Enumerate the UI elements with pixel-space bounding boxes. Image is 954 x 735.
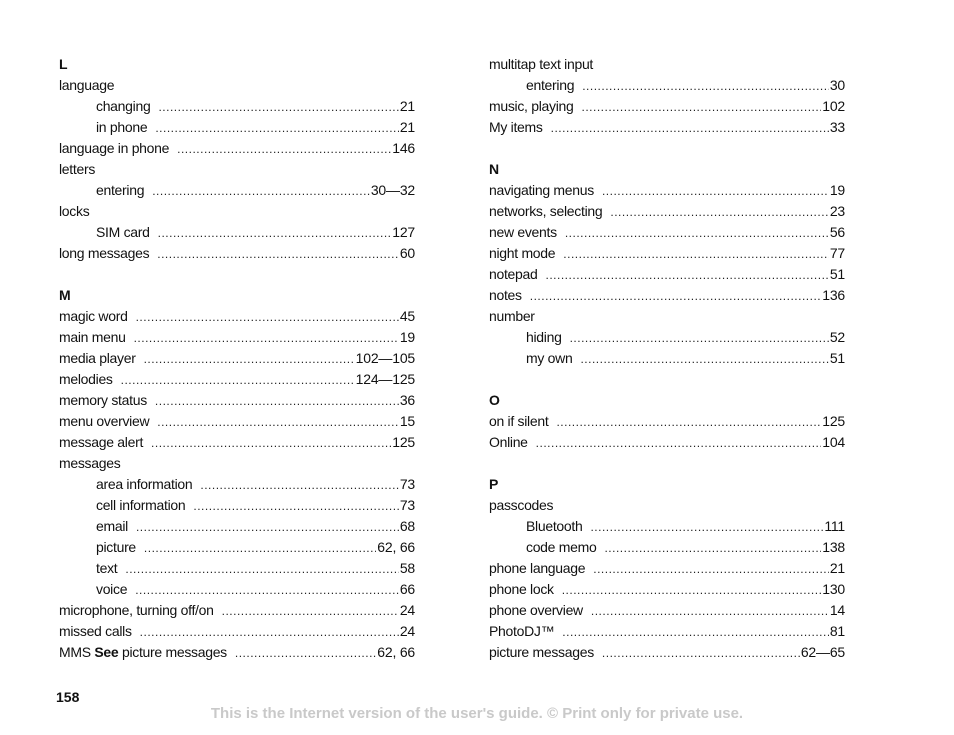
section-letter: O [489, 392, 500, 408]
index-subentry [59, 180, 415, 201]
dot-leader [536, 433, 822, 454]
page-reference: 68 [399, 518, 415, 534]
page-reference: 104 [822, 434, 845, 450]
page-reference: 14 [829, 602, 845, 618]
dot-leader [144, 538, 376, 559]
dot-leader [140, 622, 399, 643]
page-reference: 36 [399, 392, 415, 408]
index-subentry [489, 348, 845, 369]
index-term: passcodes [489, 497, 554, 513]
index-term: hiding [526, 329, 562, 345]
index-entry [489, 579, 845, 600]
index-entry [59, 306, 415, 327]
dot-leader [135, 580, 399, 601]
index-term: notepad [489, 266, 538, 282]
index-entry [59, 75, 415, 96]
index-entry [489, 243, 845, 264]
page-reference: 102—105 [355, 350, 415, 366]
index-entry [489, 201, 845, 222]
index-term: PhotoDJ™ [489, 623, 555, 639]
dot-leader [530, 286, 821, 307]
index-subentry [489, 327, 845, 348]
page-reference: 51 [829, 266, 845, 282]
index-entry [59, 327, 415, 348]
index-subentry [59, 579, 415, 600]
index-term: message alert [59, 434, 144, 450]
dot-leader [200, 475, 398, 496]
dot-leader [610, 202, 828, 223]
index-entry [489, 600, 845, 621]
index-entry [59, 243, 415, 264]
index-term: main menu [59, 329, 126, 345]
index-entry [59, 432, 415, 453]
index-entry [59, 642, 415, 663]
page-number: 158 [56, 689, 80, 705]
index-entry [59, 159, 415, 180]
page-reference: 30—32 [370, 182, 415, 198]
index-term: changing [96, 98, 151, 114]
index-subentry [59, 516, 415, 537]
dot-leader [551, 118, 829, 139]
page-reference: 24 [399, 602, 415, 618]
page-reference: 23 [829, 203, 845, 219]
dot-leader [134, 328, 399, 349]
index-entry [59, 621, 415, 642]
page-reference: 77 [829, 245, 845, 261]
page-reference: 19 [399, 329, 415, 345]
index-entry [489, 180, 845, 201]
index-term: my own [526, 350, 573, 366]
index-term: notes [489, 287, 522, 303]
section-letter: P [489, 476, 499, 492]
index-entry [489, 411, 845, 432]
index-term: melodies [59, 371, 113, 387]
index-term: messages [59, 455, 121, 471]
index-entry [59, 348, 415, 369]
index-term: memory status [59, 392, 147, 408]
index-term: language in phone [59, 140, 170, 156]
dot-leader [582, 97, 822, 118]
section-gap [489, 369, 845, 390]
index-term: entering [96, 182, 145, 198]
dot-leader [125, 559, 398, 580]
dot-leader [152, 181, 370, 202]
index-term: email [96, 518, 128, 534]
index-term: Bluetooth [526, 518, 583, 534]
index-term: multitap text input [489, 56, 594, 72]
index-entry [59, 138, 415, 159]
page-reference: 138 [822, 539, 845, 555]
dot-leader [604, 538, 821, 559]
dot-leader [562, 580, 822, 601]
dot-leader [136, 307, 399, 328]
index-term: microphone, turning off/on [59, 602, 214, 618]
page-reference: 15 [399, 413, 415, 429]
page-reference: 24 [399, 623, 415, 639]
dot-leader [155, 391, 399, 412]
footer-notice: This is the Internet version of the user's guide. © Print only for private use. [210, 705, 744, 722]
page-reference: 136 [822, 287, 845, 303]
dot-leader [121, 370, 355, 391]
index-entry [59, 411, 415, 432]
index-entry [59, 390, 415, 411]
section-gap [489, 453, 845, 474]
page-reference: 73 [399, 476, 415, 492]
index-entry [489, 285, 845, 306]
index-term: magic word [59, 308, 128, 324]
index-entry [489, 306, 845, 327]
page-reference: 62, 66 [377, 539, 415, 555]
dot-leader [602, 181, 829, 202]
index-term: locks [59, 203, 90, 219]
dot-leader [593, 559, 829, 580]
section-letter: M [59, 287, 71, 303]
index-term: letters [59, 161, 96, 177]
index-entry [489, 642, 845, 663]
page-reference: 19 [829, 182, 845, 198]
index-subentry [59, 558, 415, 579]
section-letter: N [489, 161, 500, 177]
dot-leader [157, 412, 399, 433]
index-term: night mode [489, 245, 556, 261]
dot-leader [570, 328, 829, 349]
index-term: menu overview [59, 413, 150, 429]
index-entry [489, 264, 845, 285]
index-term: Online [489, 434, 528, 450]
index-subentry [489, 537, 845, 558]
section-gap [489, 138, 845, 159]
index-term: in phone [96, 119, 148, 135]
page-reference: 60 [399, 245, 415, 261]
index-entry [489, 117, 845, 138]
page-reference: 56 [829, 224, 845, 240]
index-term: code memo [526, 539, 597, 555]
index-term: voice [96, 581, 128, 597]
index-entry [489, 54, 845, 75]
index-term: text [96, 560, 118, 576]
index-column-left [59, 54, 415, 663]
page-reference: 30 [829, 77, 845, 93]
dot-leader [556, 412, 821, 433]
index-term: navigating menus [489, 182, 594, 198]
index-term: missed calls [59, 623, 132, 639]
dot-leader [590, 517, 823, 538]
page-reference: 111 [824, 518, 845, 534]
page-reference: 124—125 [355, 371, 415, 387]
index-term: My items [489, 119, 543, 135]
index-entry [59, 600, 415, 621]
index-entry [489, 495, 845, 516]
index-term: long messages [59, 245, 150, 261]
index-term: entering [526, 77, 575, 93]
index-column-right [489, 54, 845, 663]
page-reference: 146 [392, 140, 415, 156]
dot-leader [155, 118, 398, 139]
index-entry [59, 453, 415, 474]
index-term: new events [489, 224, 557, 240]
dot-leader [177, 139, 391, 160]
index-entry [59, 201, 415, 222]
index-subentry [489, 75, 845, 96]
index-term [59, 642, 227, 663]
index-subentry [59, 117, 415, 138]
page-reference: 21 [399, 119, 415, 135]
index-term: language [59, 77, 115, 93]
page-reference: 81 [829, 623, 845, 639]
index-subentry [59, 495, 415, 516]
page-reference: 127 [392, 224, 415, 240]
see-reference: See [94, 644, 119, 660]
page-reference: 21 [829, 560, 845, 576]
index-subentry [59, 96, 415, 117]
index-term: media player [59, 350, 136, 366]
page-reference: 62, 66 [377, 644, 415, 660]
page-reference: 125 [822, 413, 845, 429]
index-term: phone overview [489, 602, 583, 618]
index-term: networks, selecting [489, 203, 603, 219]
page-reference: 125 [392, 434, 415, 450]
index-term: picture messages [489, 644, 594, 660]
dot-leader [562, 622, 829, 643]
index-term: phone language [489, 560, 586, 576]
index-term: on if silent [489, 413, 549, 429]
dot-leader [157, 244, 399, 265]
dot-leader [582, 76, 829, 97]
index-entry [489, 96, 845, 117]
dot-leader [144, 349, 355, 370]
dot-leader [158, 97, 398, 118]
index-entry [489, 558, 845, 579]
index-entry [489, 222, 845, 243]
index-term: music, playing [489, 98, 574, 114]
index-term: SIM card [96, 224, 150, 240]
dot-leader [222, 601, 399, 622]
page-reference: 73 [399, 497, 415, 513]
index-term: cell information [96, 497, 186, 513]
page-reference: 66 [399, 581, 415, 597]
dot-leader [591, 601, 829, 622]
dot-leader [235, 643, 376, 664]
index-entry [59, 369, 415, 390]
page-reference: 58 [399, 560, 415, 576]
index-subentry [59, 537, 415, 558]
page-reference: 51 [829, 350, 845, 366]
index-entry [489, 621, 845, 642]
index-subentry [59, 474, 415, 495]
index-term: phone lock [489, 581, 554, 597]
index-term: number [489, 308, 535, 324]
dot-leader [193, 496, 398, 517]
page-reference: 33 [829, 119, 845, 135]
term-text: MMS [59, 644, 91, 660]
dot-leader [580, 349, 828, 370]
page-reference: 102 [822, 98, 845, 114]
dot-leader [563, 244, 829, 265]
section-gap [59, 264, 415, 285]
page-reference: 45 [399, 308, 415, 324]
dot-leader [151, 433, 391, 454]
dot-leader [602, 643, 800, 664]
page-reference: 21 [399, 98, 415, 114]
index-entry [489, 432, 845, 453]
section-letter: L [59, 56, 68, 72]
index-term: picture [96, 539, 136, 555]
index-term: area information [96, 476, 193, 492]
dot-leader [158, 223, 392, 244]
index-subentry [59, 222, 415, 243]
page-reference: 52 [829, 329, 845, 345]
page-reference: 130 [822, 581, 845, 597]
dot-leader [136, 517, 399, 538]
index-subentry [489, 516, 845, 537]
see-target: picture messages [121, 644, 227, 660]
dot-leader [565, 223, 829, 244]
page-reference: 62—65 [800, 644, 845, 660]
dot-leader [546, 265, 829, 286]
